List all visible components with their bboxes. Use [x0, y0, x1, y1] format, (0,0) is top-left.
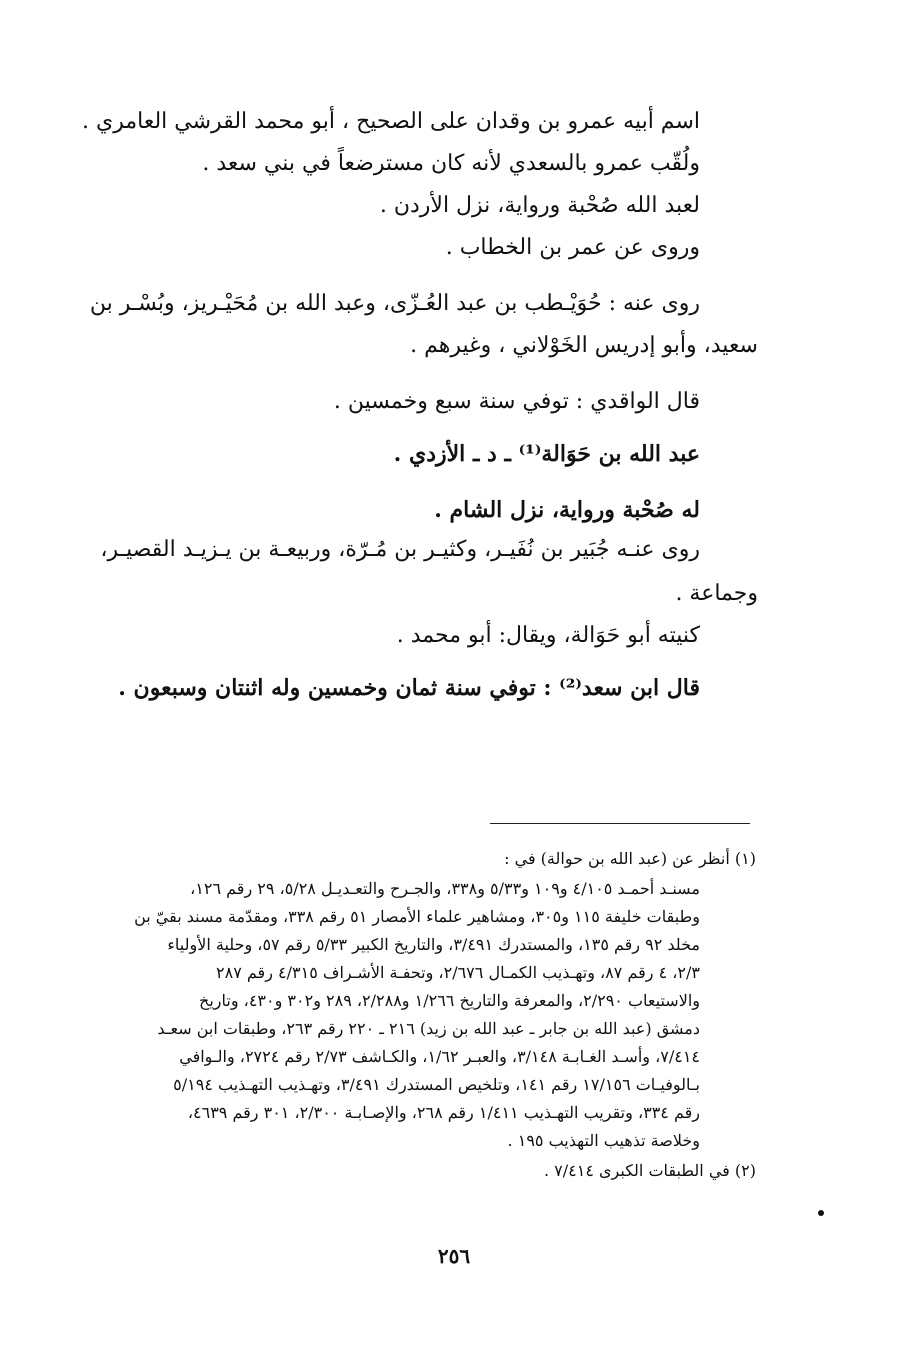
- page-number: ٢٥٦: [437, 1244, 471, 1268]
- text-line: وروى عن عمر بن الخطاب .: [445, 235, 700, 260]
- text-line: وجماعة .: [675, 581, 758, 606]
- footnote-line: رقم ٣٣٤، وتقريب التهـذيب ١/٤١١ رقم ٢٦٨، والإصـابـة ٢/٣٠٠، ٣٠١ رقم ٤٦٣٩،: [187, 1103, 700, 1122]
- scan-mark: [818, 1210, 824, 1216]
- footnote-line: (١) أنظر عن (عبد الله بن حوالة) في :: [504, 849, 756, 868]
- footnote-line: مسنـد أحمـد ٤/١٠٥ و١٠٩ و٥/٣٣ و٣٣٨، والجـرح والتعـديـل ٥/٢٨، ٢٩ رقم ١٢٦،: [190, 879, 700, 898]
- footnote-line: دمشق (عبد الله بن جابر ـ عبد الله بن زيد) ٢١٦ ـ ٢٢٠ رقم ٢٦٣، وطبقات ابن سعـد: [157, 1019, 700, 1038]
- footnote-line: وطبقات خليفة ١١٥ و٣٠٥، ومشاهير علماء الأمصار ٥١ رقم ٣٣٨، ومقدّمة مسند بقيّ بن: [134, 907, 700, 926]
- footnote-line: والاستيعاب ٢/٢٩٠، والمعرفة والتاريخ ١/٢٦٦ و٢/٢٨٨، ٢٨٩ و٣٠٢ و٤٣٠، وتاريخ: [199, 991, 700, 1010]
- footnote-line: (٢) في الطبقات الكبرى ٧/٤١٤ .: [544, 1161, 756, 1180]
- text-line: ولُقّب عمرو بالسعدي لأنه كان مسترضعاً في بني سعد .: [202, 151, 700, 176]
- text-line: اسم أبيه عمرو بن وقدان على الصحيح ، أبو محمد القرشي العامري .: [82, 109, 700, 134]
- footnote-line: ٢/٣، ٤ رقم ٨٧، وتهـذيب الكمـال ٢/٦٧٦، وتحفـة الأشـراف ٤/٣١٥ رقم ٢٨٧: [216, 963, 700, 982]
- text-line: قال الواقدي : توفي سنة سبع وخمسين .: [333, 389, 700, 414]
- text-line: روى عنـه جُبَير بن نُفَيـر، وكثيـر بن مُـرّة، وربيعـة بن يـزيـد القصيـر،: [100, 537, 700, 562]
- footnote-line: ٧/٤١٤، وأسـد الغـابـة ٣/١٤٨، والعبـر ١/٦٢، والكـاشف ٢/٧٣ رقم ٢٧٢٤، والـوافي: [179, 1047, 700, 1066]
- footnote-line: مخلد ٩٢ رقم ١٣٥، والمستدرك ٣/٤٩١، والتاريخ الكبير ٥/٣٣ رقم ٥٧، وحلية الأولياء: [167, 935, 700, 954]
- footnote-line: وخلاصة تذهيب التهذيب ١٩٥ .: [507, 1131, 700, 1150]
- text-line: سعيد، وأبو إدريس الخَوْلاني ، وغيرهم .: [410, 333, 758, 358]
- text-line: قال ابن سعد⁽²⁾ : توفي سنة ثمان وخمسين وله اثنتان وسبعون .: [118, 675, 700, 701]
- text-line: روى عنه : حُوَيْـطب بن عبد العُـزّى، وعبد الله بن مُحَيْـريز، وبُسْـر بن: [89, 291, 700, 316]
- footnote-separator: [490, 823, 750, 824]
- footnote-line: بـالوفيـات ١٧/١٥٦ رقم ١٤١، وتلخيص المستدرك ٣/٤٩١، وتهـذيب التهـذيب ٥/١٩٤: [173, 1075, 700, 1094]
- text-line: له صُحْبة ورواية، نزل الشام .: [434, 497, 700, 523]
- text-line: كنيته أبو حَوَالة، ويقال: أبو محمد .: [396, 623, 700, 648]
- entry-heading: عبد الله بن حَوَالة⁽¹⁾ ـ د ـ الأزدي .: [393, 441, 700, 467]
- text-line: لعبد الله صُحْبة ورواية، نزل الأردن .: [379, 193, 700, 218]
